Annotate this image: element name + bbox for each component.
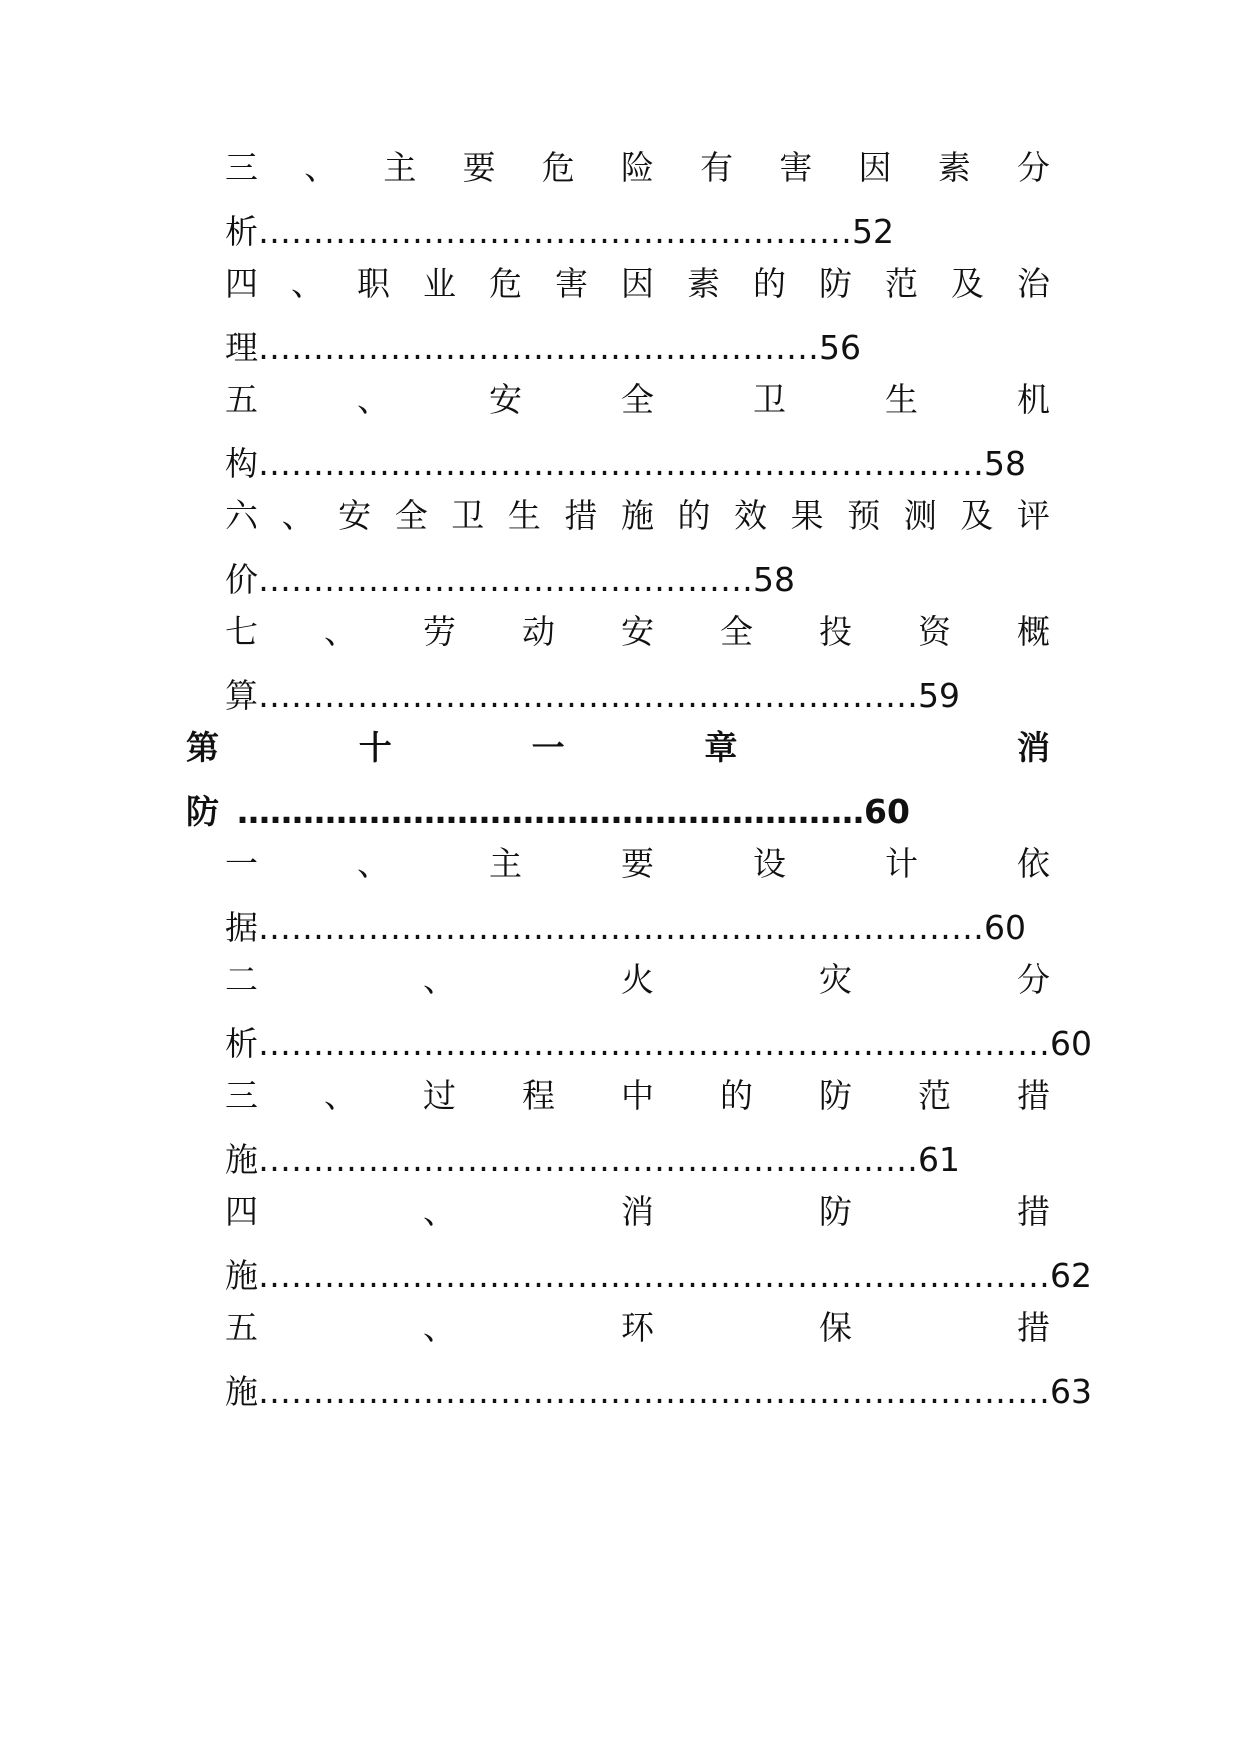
- toc-title-char: 主: [489, 844, 522, 883]
- toc-title-char: 灾: [819, 960, 852, 999]
- toc-title-last-char: 据: [225, 908, 258, 947]
- toc-page-number[interactable]: 58: [753, 560, 795, 599]
- toc-entry-leader-line: [225, 318, 861, 378]
- toc-page-number[interactable]: 59: [918, 676, 960, 715]
- toc-title-char: 五: [225, 1308, 258, 1347]
- toc-entry-title-line: [225, 950, 1050, 1010]
- toc-title-char: 素: [937, 148, 971, 187]
- toc-title-char: 、: [304, 148, 338, 187]
- toc-entry-leader-line: [225, 898, 1026, 958]
- toc-dot-leader: ………………………………………………: [258, 212, 852, 251]
- toc-title-char: 、: [423, 960, 456, 999]
- toc-title-char: 、: [357, 380, 390, 419]
- toc-entry-leader-line: [225, 1014, 1092, 1074]
- toc-title-char: 因: [858, 148, 892, 187]
- toc-title-char: 危: [489, 264, 522, 303]
- toc-dot-leader: ………………………………………………………………: [258, 1024, 1050, 1063]
- toc-entry-leader-line: [186, 782, 910, 842]
- toc-entry-leader-line: [225, 666, 960, 726]
- toc-title-char: 施: [620, 496, 654, 535]
- toc-title-char: 程: [522, 1076, 555, 1115]
- toc-title-char: 的: [753, 264, 786, 303]
- toc-title-char: 业: [423, 264, 456, 303]
- toc-title-char: 全: [394, 496, 428, 535]
- toc-entry-title-line: [225, 254, 1050, 314]
- toc-entry-title-line: [225, 370, 1050, 430]
- toc-title-char: 、: [324, 1076, 357, 1115]
- toc-title-char: 四: [225, 1192, 258, 1231]
- toc-dot-leader: ………………………………………: [258, 560, 753, 599]
- toc-entry-title-line: [225, 1182, 1050, 1242]
- toc-entry-title-line: [225, 486, 1050, 546]
- toc-title-char: 劳: [423, 612, 456, 651]
- toc-title-char: 消: [621, 1192, 654, 1231]
- toc-title-char: 卫: [753, 380, 786, 419]
- toc-title-char: 生: [885, 380, 918, 419]
- toc-title-char: 一: [225, 844, 258, 883]
- toc-title-char: 测: [903, 496, 937, 535]
- toc-dot-leader: …………………………………………………………: [258, 908, 984, 947]
- toc-page-number[interactable]: 62: [1050, 1256, 1092, 1295]
- toc-dot-leader: ……………………………………………………: [258, 1140, 918, 1179]
- toc-title-last-char: 施: [225, 1256, 258, 1295]
- toc-entry-leader-line: [225, 1362, 1092, 1422]
- toc-page-number[interactable]: 60: [1050, 1024, 1092, 1063]
- toc-title-char: 要: [462, 148, 496, 187]
- toc-title-char: 依: [1017, 844, 1050, 883]
- toc-page-number[interactable]: 61: [918, 1140, 960, 1179]
- toc-title-char: 安: [489, 380, 522, 419]
- toc-entry-title-line: [225, 1298, 1050, 1358]
- toc-title-char: 设: [753, 844, 786, 883]
- toc-title-char: 害: [779, 148, 813, 187]
- toc-title-char: 安: [621, 612, 654, 651]
- toc-title-char: 、: [281, 496, 315, 535]
- toc-title-char: 、: [291, 264, 324, 303]
- toc-title-last-char: 防: [186, 792, 219, 831]
- toc-title-char: 要: [621, 844, 654, 883]
- toc-title-char: 安: [338, 496, 372, 535]
- toc-title-char: 措: [1017, 1192, 1050, 1231]
- toc-title-char: 范: [918, 1076, 951, 1115]
- toc-page-number[interactable]: 60: [984, 908, 1026, 947]
- toc-dot-leader: ……………………………………………………: [258, 676, 918, 715]
- toc-title-char: 三: [225, 1076, 258, 1115]
- toc-title-last-char: 施: [225, 1140, 258, 1179]
- toc-title-char: 、: [324, 612, 357, 651]
- toc-title-char: 六: [225, 496, 258, 535]
- toc-title-char: 措: [1017, 1076, 1050, 1115]
- toc-title-char: 措: [564, 496, 598, 535]
- toc-title-char: 中: [621, 1076, 654, 1115]
- toc-dot-leader: …………………………………………………………: [258, 444, 984, 483]
- toc-title-last-char: 析: [225, 1024, 258, 1063]
- toc-title-char: 动: [522, 612, 555, 651]
- toc-title-char: 素: [687, 264, 720, 303]
- toc-title-char: 的: [677, 496, 711, 535]
- toc-title-char: 过: [423, 1076, 456, 1115]
- toc-title-char: 一: [531, 728, 565, 767]
- toc-page-number[interactable]: 63: [1050, 1372, 1092, 1411]
- toc-title-last-char: 价: [225, 560, 258, 599]
- toc-title-char: 、: [357, 844, 390, 883]
- toc-title-char: 机: [1017, 380, 1050, 419]
- toc-title-char: 投: [819, 612, 852, 651]
- toc-title-char: 、: [423, 1192, 456, 1231]
- toc-title-char: 卫: [451, 496, 485, 535]
- toc-title-char: 三: [225, 148, 258, 187]
- toc-entry-leader-line: [225, 1246, 1092, 1306]
- toc-title-char: 计: [885, 844, 918, 883]
- toc-title-char: 第: [186, 728, 219, 767]
- toc-title-char: 七: [225, 612, 258, 651]
- toc-entry-title-line: [225, 834, 1050, 894]
- toc-title-char: 评: [1016, 496, 1050, 535]
- toc-title-last-char: 构: [225, 444, 258, 483]
- toc-entry-leader-line: [225, 1130, 960, 1190]
- toc-entry-leader-line: [225, 434, 1026, 494]
- toc-title-char: 防: [819, 1076, 852, 1115]
- toc-title-char: 概: [1017, 612, 1050, 651]
- toc-page-number[interactable]: 58: [984, 444, 1026, 483]
- toc-entry-title-line: [225, 602, 1050, 662]
- toc-title-char: 消: [1016, 728, 1050, 767]
- toc-title-char: 范: [885, 264, 918, 303]
- toc-title-char: 保: [819, 1308, 852, 1347]
- toc-title-char: 危: [541, 148, 575, 187]
- toc-page-number[interactable]: 60: [864, 792, 910, 831]
- toc-title-char: 及: [951, 264, 984, 303]
- toc-entry-leader-line: [225, 550, 795, 610]
- toc-title-char: 环: [621, 1308, 654, 1347]
- toc-title-char: 措: [1017, 1308, 1050, 1347]
- toc-title-char: 十: [358, 728, 392, 767]
- toc-page-number[interactable]: 52: [852, 212, 894, 251]
- toc-title-char: 生: [507, 496, 541, 535]
- toc-dot-leader: ………………………………………………………………: [258, 1372, 1050, 1411]
- toc-title-last-char: 理: [225, 328, 258, 367]
- toc-title-last-char: 施: [225, 1372, 258, 1411]
- toc-title-char: 章: [704, 728, 738, 767]
- toc-title-char: 害: [555, 264, 588, 303]
- toc-dot-leader: ……………………………………………: [258, 328, 819, 367]
- toc-title-char: 四: [225, 264, 258, 303]
- toc-entry-title-line: [225, 138, 1050, 198]
- toc-dot-leader: …………………………………………………: [237, 792, 864, 831]
- toc-title-char: 有: [700, 148, 734, 187]
- toc-title-char: 果: [790, 496, 824, 535]
- toc-page-number[interactable]: 56: [819, 328, 861, 367]
- toc-title-last-char: 析: [225, 212, 258, 251]
- toc-dot-leader: ………………………………………………………………: [258, 1256, 1050, 1295]
- toc-title-char: 火: [621, 960, 654, 999]
- toc-title-char: 资: [918, 612, 951, 651]
- toc-title-char: 险: [620, 148, 654, 187]
- toc-title-last-char: 算: [225, 676, 258, 715]
- toc-title-char: 及: [960, 496, 994, 535]
- toc-title-char: 职: [357, 264, 390, 303]
- toc-title-char: 因: [621, 264, 654, 303]
- toc-entry-leader-line: [225, 202, 894, 262]
- toc-title-char: 防: [819, 264, 852, 303]
- toc-title-char: 治: [1017, 264, 1050, 303]
- toc-title-char: 二: [225, 960, 258, 999]
- toc-title-char: 分: [1017, 960, 1050, 999]
- toc-title-char: 主: [383, 148, 417, 187]
- toc-title-char: 全: [720, 612, 753, 651]
- toc-title-char: 分: [1016, 148, 1050, 187]
- toc-title-char: 、: [423, 1308, 456, 1347]
- toc-entry-title-line: [186, 718, 1050, 778]
- toc-entry-title-line: [225, 1066, 1050, 1126]
- toc-title-char: 效: [734, 496, 768, 535]
- toc-title-char: 防: [819, 1192, 852, 1231]
- toc-title-char: 预: [847, 496, 881, 535]
- toc-title-char: 全: [621, 380, 654, 419]
- toc-title-char: 的: [720, 1076, 753, 1115]
- toc-title-char: 五: [225, 380, 258, 419]
